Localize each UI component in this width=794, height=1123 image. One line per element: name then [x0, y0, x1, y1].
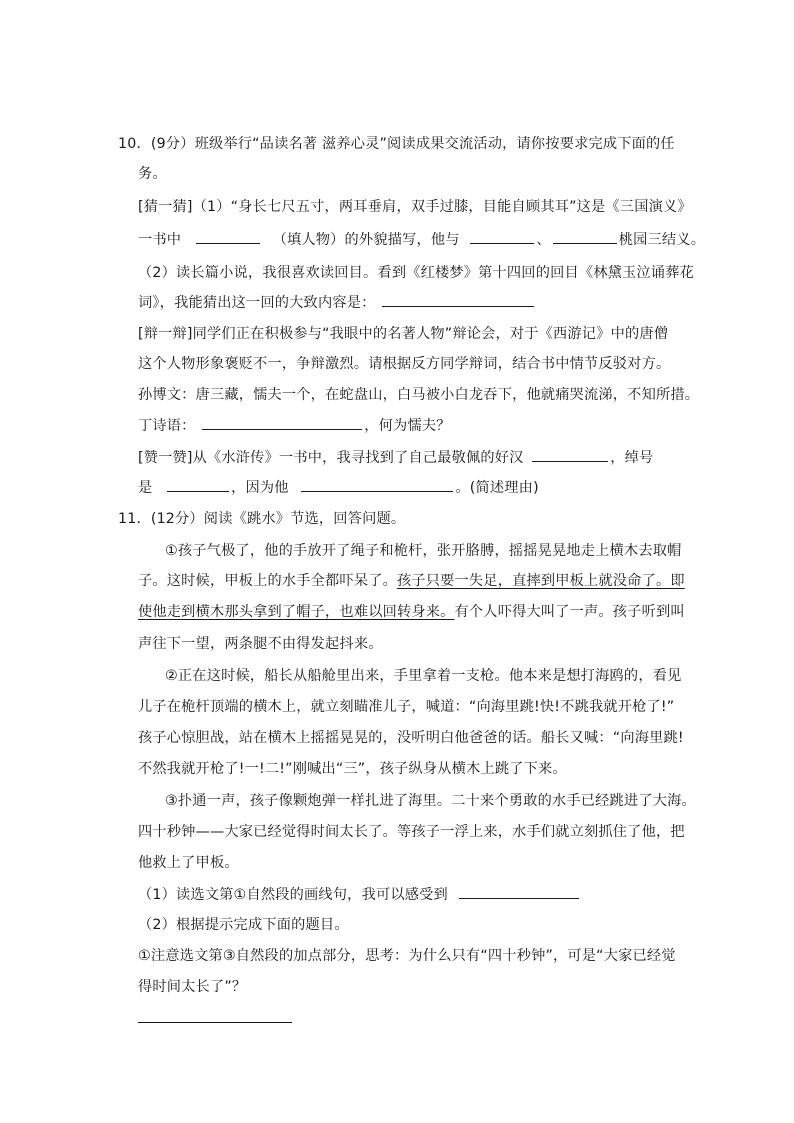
- q11-p1-text: 子。这时候，甲板上的水手全都吓呆了。: [138, 573, 397, 589]
- q10-debate-line4: [138, 415, 451, 436]
- q11-p2-line4: 不然我就开枪了!一!二!”刚喊出“三”，孩子纵身从横木上跳了下来。: [138, 761, 567, 777]
- q11-underlined-sentence-part1: 孩子只要一失足，直摔到甲板上就没命了。即: [396, 573, 685, 589]
- answer-blank-character[interactable]: [196, 229, 260, 244]
- q11-p3-line3: 他救上了甲板。: [138, 855, 239, 871]
- q11-p1-text-b: 有个人吓得大叫了一声。孩子听到叫: [454, 604, 685, 620]
- answer-blank-brother-1[interactable]: [470, 229, 534, 244]
- q10-guess-2-text: 词》，我能猜出这一回的大致内容是：: [138, 295, 376, 311]
- q10-debate-line1: [辩一辩]同学们正在积极参与“我眼中的名著人物”辩论会，对于《西游记》中的唐僧: [138, 326, 669, 342]
- q10-praise-text-b: ，绰号: [610, 450, 654, 466]
- q11-question-2: （2）根据提示完成下面的题目。: [138, 917, 349, 933]
- q11-p2-line2: 儿子在桅杆顶端的横木上，就立刻瞄准儿子，喊道：“向海里跳!快!不跳我就开枪了!”: [138, 699, 675, 715]
- q10-debate-tail: ，何为懦夫？: [364, 418, 451, 434]
- answer-blank-brother-2[interactable]: [553, 229, 617, 244]
- q11-p1-line4: 声往下一望，两条腿不由得发起抖来。: [138, 636, 383, 652]
- answer-blank-reason[interactable]: [301, 477, 453, 492]
- answer-blank-rebuttal[interactable]: [202, 415, 362, 430]
- answer-blank-nickname[interactable]: [167, 477, 229, 492]
- q11-p3-line1: ③扑通一声，孩子像颗炮弹一样扎进了海里。二十来个勇敢的水手已经跳进了大海。: [165, 793, 696, 809]
- q10-guess-1-text-a: 一书中: [138, 232, 182, 248]
- q10-guess-1-line1: [猜一猜]（1）“身长七尺五寸，两耳垂肩，双手过膝，目能自顾其耳”这是《三国演义》: [138, 199, 692, 215]
- q10-praise-line1: [138, 447, 653, 468]
- q11-question-1-text: （1）读选文第①自然段的画线句，我可以感受到: [138, 887, 448, 903]
- q10-praise-text-d: ，因为他: [231, 480, 289, 496]
- q11-p2-line3: 孩子心惊胆战，站在横木上摇摇晃晃的，没听明白他爸爸的话。船长又喊：“向海里跳!: [138, 730, 684, 746]
- q10-guess-1-text-b: （填人物）的外貌描写，他与: [272, 232, 460, 248]
- q11-p1-line2: [138, 571, 685, 591]
- q10-header-line2: 务。: [138, 166, 167, 182]
- q10-guess-1-line2: [138, 229, 705, 250]
- q10-debate-line3: 孙博文：唐三藏，懦夫一个，在蛇盘山，白马被小白龙吞下，他就痛哭流涕，不知所措。: [138, 387, 700, 403]
- answer-line-question-2-1[interactable]: [138, 1022, 292, 1023]
- q11-p3-line2: 四十秒钟——大家已经觉得时间太长了。等孩子一浮上来，水手们就立刻抓住了他，把: [138, 824, 685, 840]
- q10-praise-text-c: 是: [138, 480, 153, 496]
- q10-guess-1-text-c: 桃园三结义。: [618, 232, 706, 248]
- q10-praise-text-e: 。(简述理由): [455, 480, 539, 496]
- q11-underlined-sentence-part2: 使他走到横木那头拿到了帽子，也难以回转身来。: [138, 604, 455, 620]
- q10-debate-speaker: 丁诗语：: [138, 418, 196, 434]
- q10-header-line1: 10．(9分）班级举行“品读名著 滋养心灵”阅读成果交流活动，请你按要求完成下面的任: [118, 136, 675, 152]
- q11-p1-line1: ①孩子气极了，他的手放开了绳子和桅杆，张开胳膊，摇摇晃晃地走上横木去取帽: [165, 543, 682, 559]
- answer-blank-hero[interactable]: [532, 447, 608, 462]
- q11-question-1: [138, 884, 581, 905]
- q10-praise-text-a: [赞一赞]从《水浒传》一书中，我寻找到了自己最敬佩的好汉: [138, 450, 524, 466]
- answer-blank-feeling[interactable]: [459, 884, 579, 899]
- q10-praise-line2: [138, 477, 539, 498]
- q10-guess-1-sep: 、: [536, 232, 551, 248]
- q11-question-2-1-line1: ①注意选文第③自然段的加点部分，思考：为什么只有“四十秒钟”，可是“大家已经觉: [138, 948, 676, 964]
- q10-guess-2-line2: [138, 292, 536, 313]
- q11-question-2-1-line2: 得时间太长了”？: [138, 979, 247, 995]
- q10-debate-line2: 这个人物形象褒贬不一，争辩激烈。请根据反方同学辩词，结合书中情节反驳对方。: [138, 356, 671, 372]
- answer-blank-chapter-content[interactable]: [382, 292, 534, 307]
- q11-p1-line3: [138, 602, 685, 622]
- q11-p2-line1: ②正在这时候，船长从船舱里出来，手里拿着一支枪。他本来是想打海鸥的，看见: [165, 668, 682, 684]
- q10-guess-2-line1: （2）读长篇小说，我很喜欢读回目。看到《红楼梦》第十四回的回目《林黛玉泣诵葬花: [138, 265, 694, 281]
- q11-header: 11．(12分）阅读《跳水》节选，回答问题。: [118, 511, 406, 527]
